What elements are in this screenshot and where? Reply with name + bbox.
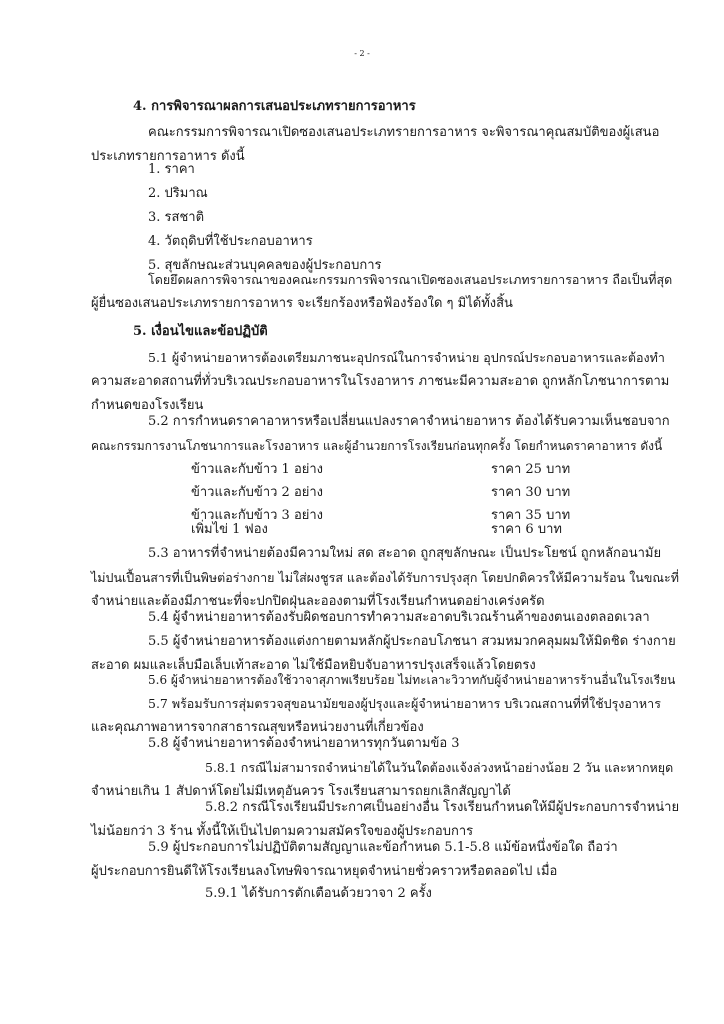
clause-5-2-line-1: 5.2 การกำหนดราคาอาหารหรือเปลี่ยนแปลงราคาจำหน่ายอาหาร ต้องได้รับความเห็นชอบจาก <box>148 414 670 429</box>
price-item-price: ราคา 35 บาท <box>491 508 571 523</box>
criteria-item: 3. รสชาติ <box>148 210 205 225</box>
section-5-heading: 5. เงื่อนไขและข้อปฏิบัติ <box>133 324 268 339</box>
section-4-final-line-2: ผู้ยื่นซองเสนอประเภทรายการอาหาร จะเรียกร้องหรือฟ้องร้องใด ๆ มิได้ทั้งสิ้น <box>91 296 513 311</box>
price-item-price: ราคา 25 บาท <box>491 462 571 477</box>
criteria-item: 1. ราคา <box>148 162 195 177</box>
clause-5-1-line-3: กำหนดของโรงเรียน <box>91 398 204 413</box>
clause-5-3-line-2: ไม่ปนเปื้อนสารที่เป็นพิษต่อร่างกาย ไม่ใส่ผงชูรส และต้องได้รับการปรุงสุก โดยปกติควรให้มีความร้อน ในขณะที่ <box>91 570 679 585</box>
price-item-price: ราคา 6 บาท <box>491 522 562 537</box>
section-4-final-line-1: โดยยึดผลการพิจารณาของคณะกรรมการพิจารณาเปิดซองเสนอประเภทรายการอาหาร ถือเป็นที่สุด <box>148 272 673 287</box>
clause-5-3-line-3: จำหน่ายและต้องมีภาชนะที่จะปกปิดฝุ่นละอองตามที่โรงเรียนกำหนดอย่างเคร่งครัด <box>91 594 545 609</box>
section-4-intro-line-2: ประเภทรายการอาหาร ดังนี้ <box>91 149 245 164</box>
clause-5-9-1: 5.9.1 ได้รับการตักเตือนด้วยวาจา 2 ครั้ง <box>205 886 432 901</box>
price-item-name: เพิ่มไข่ 1 ฟอง <box>191 522 268 537</box>
clause-5-5-line-1: 5.5 ผู้จำหน่ายอาหารต้องแต่งกายตามหลักผู้ประกอบโภชนา สวมหมวกคลุมผมให้มิดชิด ร่างกาย <box>148 634 676 649</box>
clause-5-8-2-line-2: ไม่น้อยกว่า 3 ร้าน ทั้งนี้ให้เป็นไปตามความสมัครใจของผู้ประกอบการ <box>91 824 474 839</box>
clause-5-6: 5.6 ผู้จำหน่ายอาหารต้องใช้วาจาสุภาพเรียบร้อย ไม่ทะเลาะวิวาทกับผู้จำหน่ายอาหารร้านอื่นในโรงเรียน <box>148 673 676 687</box>
clause-5-1-line-1: 5.1 ผู้จำหน่ายอาหารต้องเตรียมภาชนะอุปกรณ์ในการจำหน่าย อุปกรณ์ประกอบอาหารและต้องทำ <box>148 350 665 365</box>
clause-5-7-line-1: 5.7 พร้อมรับการสุ่มตรวจสุขอนามัยของผู้ปรุงและผู้จำหน่ายอาหาร บริเวณสถานที่ที่ใช้ปรุงอาหาร <box>148 696 661 711</box>
clause-5-8: 5.8 ผู้จำหน่ายอาหารต้องจำหน่ายอาหารทุกวันตามข้อ 3 <box>148 736 460 751</box>
clause-5-8-1-line-2: จำหน่ายเกิน 1 สัปดาห์โดยไม่มีเหตุอันควร โรงเรียนสามารถยกเลิกสัญญาได้ <box>91 784 511 799</box>
section-4-heading: 4. การพิจารณาผลการเสนอประเภทรายการอาหาร <box>133 99 416 114</box>
price-item-name: ข้าวและกับข้าว 3 อย่าง <box>191 508 324 523</box>
clause-5-9-line-1: 5.9 ผู้ประกอบการไม่ปฏิบัติตามสัญญาและข้อกำหนด 5.1-5.8 แม้ข้อหนึ่งข้อใด ถือว่า <box>148 840 618 855</box>
clause-5-2-line-2: คณะกรรมการงานโภชนาการและโรงอาหาร และผู้อำนวยการโรงเรียนก่อนทุกครั้ง โดยกำหนดราคาอาหาร ดังนี้ <box>91 439 663 453</box>
price-item-name: ข้าวและกับข้าว 1 อย่าง <box>191 462 324 477</box>
price-item-price: ราคา 30 บาท <box>491 485 571 500</box>
clause-5-4: 5.4 ผู้จำหน่ายอาหารต้องรับผิดชอบการทำความสะอาดบริเวณร้านค้าของตนเองตลอดเวลา <box>148 610 650 625</box>
price-item-name: ข้าวและกับข้าว 2 อย่าง <box>191 485 324 500</box>
criteria-item: 4. วัตถุดิบที่ใช้ประกอบอาหาร <box>148 234 313 249</box>
clause-5-8-2-line-1: 5.8.2 กรณีโรงเรียนมีประกาศเป็นอย่างอื่น โรงเรียนกำหนดให้มีผู้ประกอบการจำหน่าย <box>205 800 680 815</box>
criteria-item: 5. สุขลักษณะส่วนบุคคลของผู้ประกอบการ <box>148 258 382 273</box>
clause-5-3-line-1: 5.3 อาหารที่จำหน่ายต้องมีความใหม่ สด สะอาด ถูกสุขลักษณะ เป็นประโยชน์ ถูกหลักอนามัย <box>148 546 662 561</box>
clause-5-5-line-2: สะอาด ผมและเล็บมือเล็บเท้าสะอาด ไม่ใช้มือหยิบจับอาหารปรุงเสร็จแล้วโดยตรง <box>91 658 536 673</box>
clause-5-8-1-line-1: 5.8.1 กรณีไม่สามารถจำหน่ายได้ในวันใดต้องแจ้งล่วงหน้าอย่างน้อย 2 วัน และหากหยุด <box>205 760 674 775</box>
clause-5-7-line-2: และคุณภาพอาหารจากสาธารณสุขหรือหน่วยงานที่เกี่ยวข้อง <box>91 720 424 735</box>
criteria-item: 2. ปริมาณ <box>148 186 208 201</box>
clause-5-1-line-2: ความสะอาดสถานที่ทั่วบริเวณประกอบอาหารในโรงอาหาร ภาชนะมีความสะอาด ถูกหลักโภชนาการตาม <box>91 374 670 389</box>
page-number: - 2 - <box>354 49 370 58</box>
clause-5-9-line-2: ผู้ประกอบการยินดีให้โรงเรียนลงโทษพิจารณาหยุดจำหน่ายชั่วคราวหรือตลอดไป เมื่อ <box>91 864 558 879</box>
section-4-intro-line-1: คณะกรรมการพิจารณาเปิดซองเสนอประเภทรายการอาหาร จะพิจารณาคุณสมบัติของผู้เสนอ <box>148 125 660 140</box>
